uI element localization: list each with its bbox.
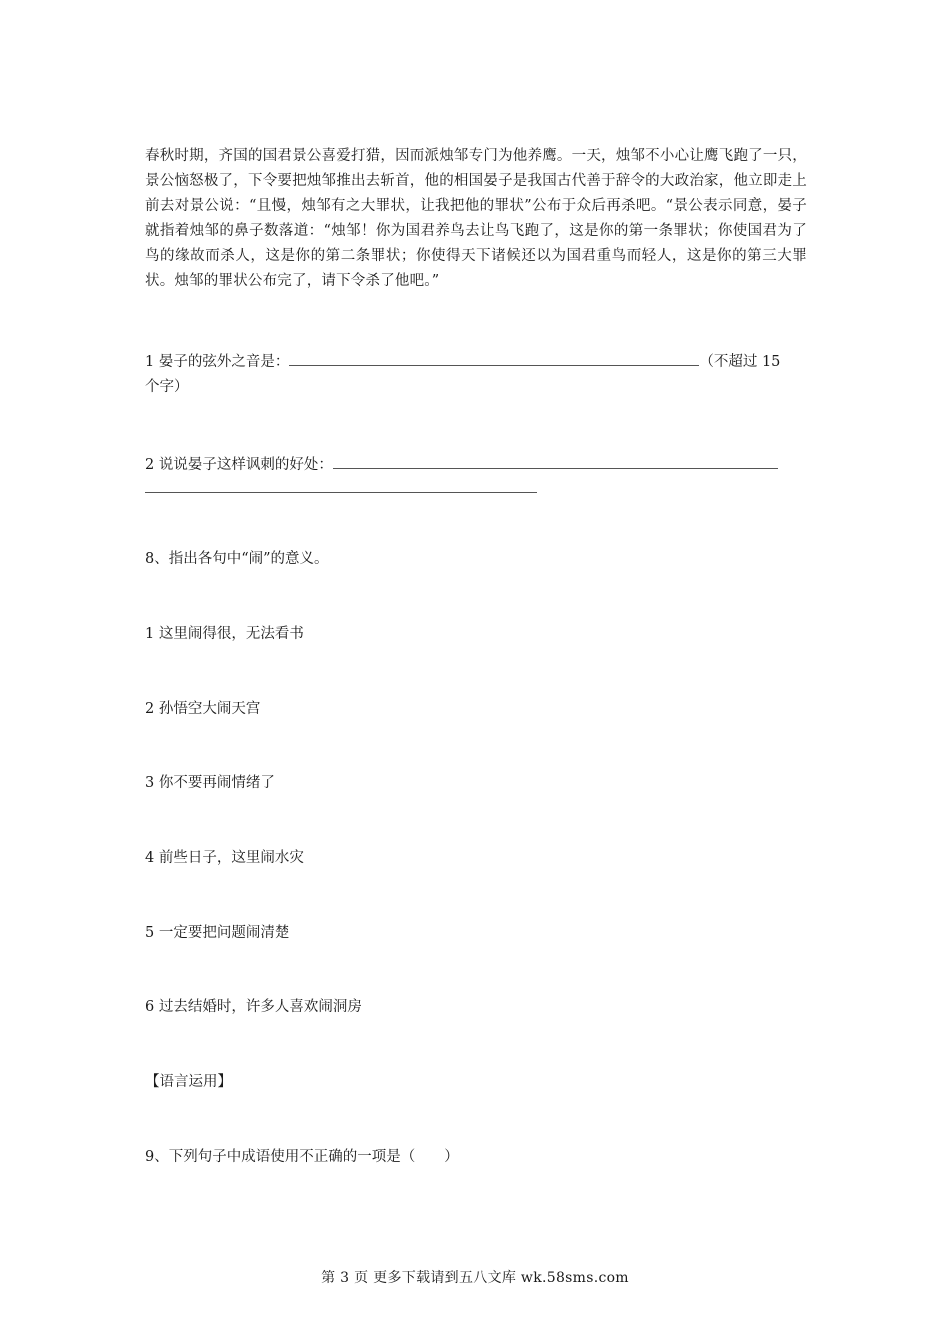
question-2-prompt: 2 说说晏子这样讽刺的好处： (145, 457, 333, 473)
question-2 (145, 453, 807, 478)
question-9: 9、下列句子中成语使用不正确的一项是（ ） (145, 1149, 459, 1165)
section-heading-language-use: 【语言运用】 (145, 1074, 232, 1090)
question-1 (145, 350, 807, 375)
question-1-continuation: 个字） (145, 379, 189, 395)
question-2-answer-blank[interactable] (333, 454, 778, 469)
question-1-answer-blank[interactable] (289, 351, 699, 366)
section-8-item: 2 孙悟空大闹天宫 (145, 701, 261, 717)
section-8-title: 8、指出各句中“闹”的意义。 (145, 551, 329, 567)
section-8-item: 1 这里闹得很，无法看书 (145, 626, 304, 642)
page-footer: 第 3 页 更多下载请到五八文库 wk.58sms.com (321, 1270, 629, 1286)
section-8-item: 3 你不要再闹情绪了 (145, 775, 275, 791)
question-1-prompt: 1 晏子的弦外之音是： (145, 354, 290, 370)
section-8-item: 6 过去结婚时，许多人喜欢闹洞房 (145, 999, 362, 1015)
question-1-limit: （不超过 15 (699, 354, 781, 370)
question-2-answer-blank-line2[interactable] (145, 478, 537, 493)
passage-text: 春秋时期，齐国的国君景公喜爱打猎，因而派烛邹专门为他养鹰。一天，烛邹不小心让鹰飞跑了一只，景公恼怒极了，下令要把烛邹推出去斩首，他的相国晏子是我国古代善于辞令的大政治家，他立即走上前去对景公说：“且慢，烛邹有之大罪状，让我把他的罪状”公布于众后再杀吧。“景公表示同意，晏子就指着烛邹的鼻子数落道：“烛邹！你为国君养鸟去让鸟飞跑了，这是你的第一条罪状；你使国君为了鸟的缘故而杀人，这是你的第二条罪状；你使得天下诸候还以为国君重鸟而轻人，这是你的第三大罪状。烛邹的罪状公布完了，请下令杀了他吧。” (145, 148, 807, 289)
section-8-item: 4 前些日子，这里闹水灾 (145, 850, 304, 866)
section-8-item: 5 一定要把问题闹清楚 (145, 925, 290, 941)
